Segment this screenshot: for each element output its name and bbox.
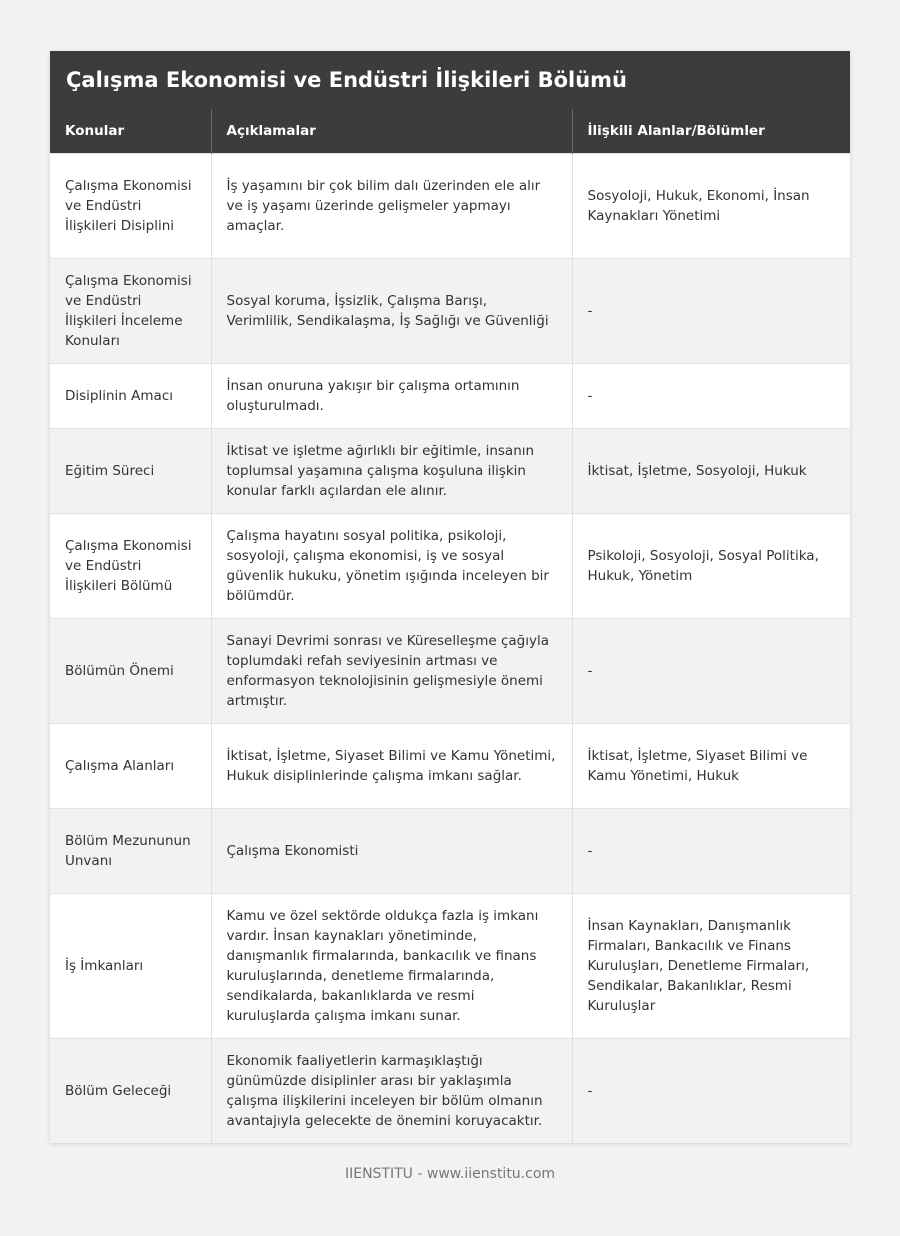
topic-cell: Eğitim Süreci [50,428,211,513]
related-cell: - [572,258,850,363]
table-row [50,513,850,618]
table-row [50,428,850,513]
description-cell: İktisat ve işletme ağırlıklı bir eğitimle, insanın toplumsal yaşamına çalışma koşuluna ilişkin konular farklı açılardan ele alınır. [211,428,572,513]
related-cell: - [572,1038,850,1143]
topic-cell: Bölüm Geleceği [50,1038,211,1143]
table-row [50,153,850,258]
related-cell: Psikoloji, Sosyoloji, Sosyal Politika, Hukuk, Yönetim [572,513,850,618]
topic-cell: Çalışma Ekonomisi ve Endüstri İlişkileri Bölümü [50,513,211,618]
topic-cell: İş İmkanları [50,893,211,1038]
description-cell: Kamu ve özel sektörde oldukça fazla iş imkanı vardır. İnsan kaynakları yönetiminde, danışmanlık firmalarında, bankacılık ve finans kuruluşlarında, denetleme firmalarında, sendikalarda, bakanlıklarda ve resmi kuruluşlarda çalışma imkanı sunar. [211,893,572,1038]
content-card [50,51,850,1143]
related-cell: - [572,618,850,723]
related-cell: Sosyoloji, Hukuk, Ekonomi, İnsan Kaynakları Yönetimi [572,153,850,258]
related-cell: İktisat, İşletme, Sosyoloji, Hukuk [572,428,850,513]
description-cell: Sosyal koruma, İşsizlik, Çalışma Barışı, Verimlilik, Sendikalaşma, İş Sağlığı ve Güvenliği [211,258,572,363]
table-row [50,723,850,808]
table-row [50,1038,850,1143]
topic-cell: Disiplinin Amacı [50,363,211,428]
table-header-row [50,109,850,153]
related-cell: İktisat, İşletme, Siyaset Bilimi ve Kamu Yönetimi, Hukuk [572,723,850,808]
info-table [50,109,850,1143]
description-cell: Ekonomik faaliyetlerin karmaşıklaştığı günümüzde disiplinler arası bir yaklaşımla çalışma ilişkilerini inceleyen bir bölüm olmanın avantajıyla gelecekte de önemini koruyacaktır. [211,1038,572,1143]
column-header-descriptions: Açıklamalar [211,109,572,153]
table-row [50,893,850,1038]
topic-cell: Çalışma Alanları [50,723,211,808]
description-cell: İş yaşamını bir çok bilim dalı üzerinden ele alır ve iş yaşamı üzerinde gelişmeler yapmayı amaçlar. [211,153,572,258]
description-cell: Çalışma hayatını sosyal politika, psikoloji, sosyoloji, çalışma ekonomisi, iş ve sosyal güvenlik hukuku, yönetim ışığında inceleyen bir bölümdür. [211,513,572,618]
related-cell: - [572,808,850,893]
related-cell: - [572,363,850,428]
topic-cell: Çalışma Ekonomisi ve Endüstri İlişkileri Disiplini [50,153,211,258]
table-row [50,618,850,723]
related-cell: İnsan Kaynakları, Danışmanlık Firmaları, Bankacılık ve Finans Kuruluşları, Denetleme Firmaları, Sendikalar, Bakanlıklar, Resmi Kuruluşlar [572,893,850,1038]
topic-cell: Çalışma Ekonomisi ve Endüstri İlişkileri İnceleme Konuları [50,258,211,363]
description-cell: İnsan onuruna yakışır bir çalışma ortamının oluşturulmadı. [211,363,572,428]
topic-cell: Bölüm Mezununun Unvanı [50,808,211,893]
table-row [50,363,850,428]
description-cell: İktisat, İşletme, Siyaset Bilimi ve Kamu Yönetimi, Hukuk disiplinlerinde çalışma imkanı sağlar. [211,723,572,808]
footer-credit: IIENSTITU - www.iienstitu.com [344,1166,556,1182]
description-cell: Çalışma Ekonomisti [211,808,572,893]
column-header-topics: Konular [50,109,211,153]
table-row [50,258,850,363]
description-cell: Sanayi Devrimi sonrası ve Küreselleşme çağıyla toplumdaki refah seviyesinin artması ve enformasyon teknolojisinin gelişmesiyle önemi artmıştır. [211,618,572,723]
page-title: Çalışma Ekonomisi ve Endüstri İlişkileri Bölümü [50,51,850,109]
topic-cell: Bölümün Önemi [50,618,211,723]
column-header-related: İlişkili Alanlar/Bölümler [572,109,850,153]
table-row [50,808,850,893]
